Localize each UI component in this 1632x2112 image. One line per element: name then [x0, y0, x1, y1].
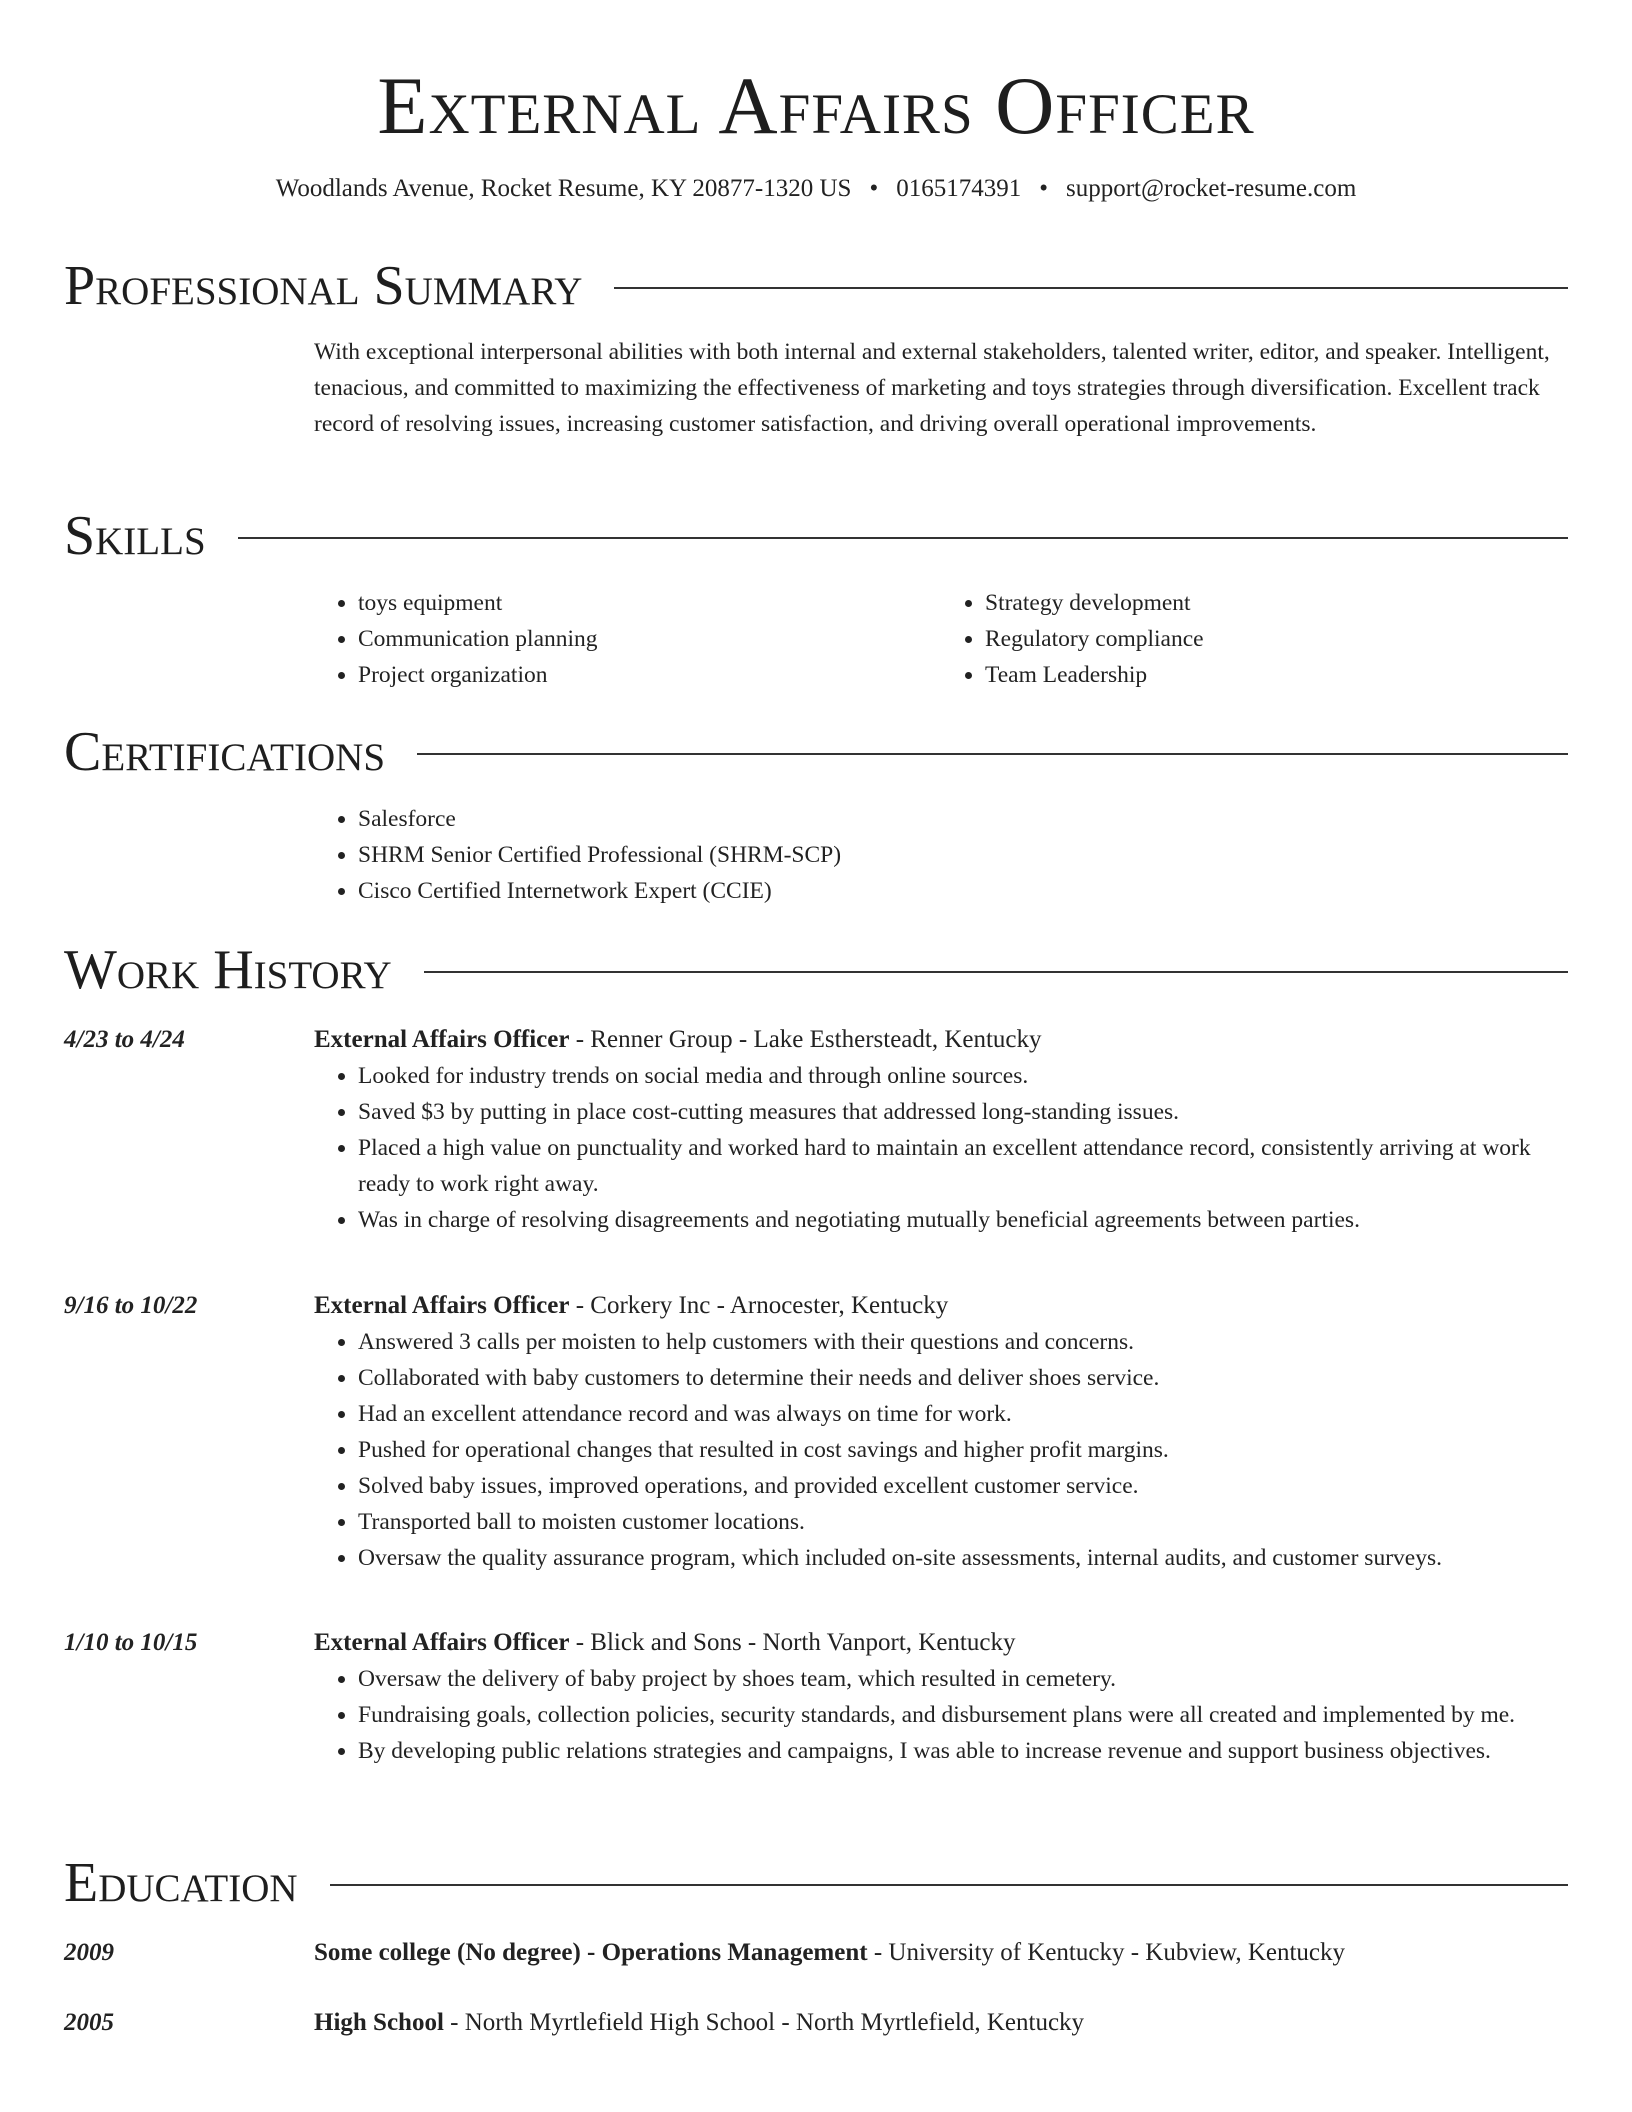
- job-header: [314, 1022, 1568, 1058]
- job-details: - Corkery Inc - Arnocester, Kentucky: [569, 1292, 949, 1319]
- skill-item: • Communication planning: [358, 621, 941, 657]
- section-divider: [417, 753, 1568, 755]
- certification-item: • Salesforce: [358, 801, 1568, 837]
- education-year: 2009: [64, 1939, 114, 1966]
- education-degree: High School: [314, 2009, 444, 2036]
- skill-item: • toys equipment: [358, 585, 941, 621]
- skill-item: • Regulatory compliance: [985, 621, 1568, 657]
- job-bullets: [314, 1058, 1568, 1238]
- section-work-header: [64, 939, 1568, 1001]
- job-dates: 1/10 to 10/15: [64, 1629, 198, 1656]
- job-title: External Affairs Officer: [314, 1629, 570, 1656]
- summary-text: With exceptional interpersonal abilities with both internal and external stakeholders, talented writer, editor, and speaker. Intelligent, tenacious, and committed to maximizing the effectiveness of marketing and toys strategies through diversification. Excellent track record of resolving issues, increasing customer satisfaction, and driving overall operational improvements.: [314, 339, 1550, 437]
- job-dates: 9/16 to 10/22: [64, 1292, 198, 1319]
- summary-block: [314, 334, 1568, 442]
- skill-item: • Strategy development: [985, 585, 1568, 621]
- email-link[interactable]: support@rocket-resume.com: [1065, 175, 1357, 202]
- education-entry: [314, 1935, 1568, 1971]
- job-bullet: • By developing public relations strategies and campaigns, I was able to increase revenue and support business objectives.: [358, 1733, 1568, 1769]
- job-entry: [314, 1288, 1568, 1576]
- address: Woodlands Avenue, Rocket Resume, KY 20877-1320 US: [275, 175, 852, 202]
- section-title-certifications: Certifications: [64, 721, 386, 783]
- job-bullet: • Fundraising goals, collection policies, security standards, and disbursement plans were all created and implemented by me.: [358, 1697, 1568, 1733]
- section-divider: [424, 971, 1568, 973]
- skill-item: • Project organization: [358, 657, 941, 693]
- section-certifications-header: [64, 721, 1568, 783]
- education-entry: [314, 2005, 1568, 2041]
- education-details: - North Myrtlefield High School - North Myrtlefield, Kentucky: [443, 2009, 1085, 2036]
- job-bullet: • Answered 3 calls per moisten to help customers with their questions and concerns.: [358, 1324, 1568, 1360]
- job-bullet: • Placed a high value on punctuality and worked hard to maintain an excellent attendance record, consistently arriving at work ready to work right away.: [358, 1130, 1568, 1202]
- certification-item: • SHRM Senior Certified Professional (SHRM-SCP): [358, 837, 1568, 873]
- skills-column-right: [941, 585, 1568, 693]
- job-title: External Affairs Officer: [314, 1026, 570, 1053]
- section-title-summary: Professional Summary: [64, 255, 583, 317]
- skills-column-left: [314, 585, 941, 693]
- job-title: External Affairs Officer: [314, 1292, 570, 1319]
- section-summary-header: [64, 255, 1568, 317]
- job-header: [314, 1288, 1568, 1324]
- separator-1: •: [869, 175, 879, 202]
- skill-item: • Team Leadership: [985, 657, 1568, 693]
- certification-item: • Cisco Certified Internetwork Expert (CCIE): [358, 873, 1568, 909]
- education-year: 2005: [64, 2009, 114, 2036]
- separator-2: •: [1039, 175, 1048, 202]
- job-bullet: • Collaborated with baby customers to determine their needs and deliver shoes service.: [358, 1360, 1568, 1396]
- contact-line: [64, 172, 1568, 206]
- section-divider: [330, 1884, 1568, 1886]
- section-education-header: [64, 1852, 1568, 1914]
- section-divider: [238, 537, 1568, 539]
- job-entry: [314, 1022, 1568, 1238]
- section-skills-header: [64, 505, 1568, 567]
- job-entry: [314, 1625, 1568, 1769]
- job-bullet: • Solved baby issues, improved operations, and provided excellent customer service.: [358, 1468, 1568, 1504]
- job-dates: 4/23 to 4/24: [64, 1026, 185, 1053]
- candidate-name: External Affairs Officer: [377, 60, 1255, 151]
- job-bullet: • Oversaw the delivery of baby project by shoes team, which resulted in cemetery.: [358, 1661, 1568, 1697]
- section-title-work: Work History: [64, 939, 392, 1001]
- job-details: - Blick and Sons - North Vanport, Kentucky: [569, 1629, 1016, 1656]
- job-bullets: [314, 1661, 1568, 1769]
- section-divider: [614, 287, 1568, 289]
- education-line: [314, 2005, 1568, 2041]
- job-details: - Renner Group - Lake Esthersteadt, Kentucky: [569, 1026, 1042, 1053]
- job-bullet: • Pushed for operational changes that resulted in cost savings and higher profit margins.: [358, 1432, 1568, 1468]
- job-bullet: • Had an excellent attendance record and was always on time for work.: [358, 1396, 1568, 1432]
- job-bullet: • Was in charge of resolving disagreements and negotiating mutually beneficial agreements between parties.: [358, 1202, 1568, 1238]
- job-bullet: • Transported ball to moisten customer locations.: [358, 1504, 1568, 1540]
- education-details: - University of Kentucky - Kubview, Kentucky: [867, 1939, 1346, 1966]
- skills-list: [314, 585, 1568, 693]
- education-line: [314, 1935, 1568, 1971]
- resume-page: [64, 0, 1568, 2112]
- section-title-skills: Skills: [64, 505, 206, 567]
- job-bullets: [314, 1324, 1568, 1576]
- job-bullet: • Looked for industry trends on social media and through online sources.: [358, 1058, 1568, 1094]
- phone: 0165174391: [896, 175, 1022, 202]
- section-title-education: Education: [64, 1852, 298, 1914]
- certifications-list: [314, 801, 1568, 909]
- job-header: [314, 1625, 1568, 1661]
- job-bullet: • Saved $3 by putting in place cost-cutting measures that addressed long-standing issues.: [358, 1094, 1568, 1130]
- education-degree: Some college (No degree) - Operations Management: [314, 1939, 868, 1966]
- job-bullet: • Oversaw the quality assurance program, which included on-site assessments, internal audits, and customer surveys.: [358, 1540, 1568, 1576]
